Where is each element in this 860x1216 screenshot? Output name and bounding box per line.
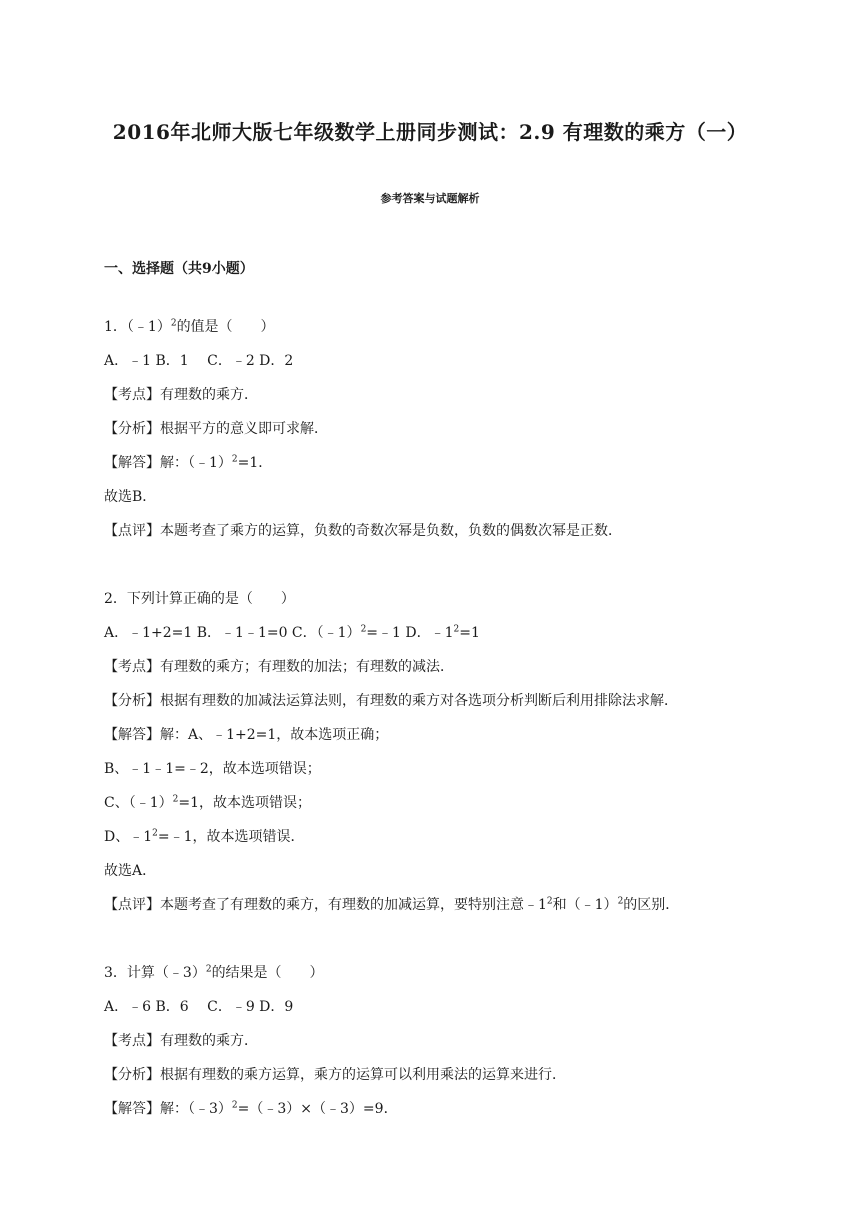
q3-jieda: 【解答】解：（﹣3）$^2$=（﹣3）×（﹣3）=9． xyxy=(104,1100,398,1117)
section-heading: 一、选择题（共9小题） xyxy=(104,261,254,277)
q1-kaodian: 【考点】有理数的乘方． xyxy=(104,387,258,403)
q2-kaodian: 【考点】有理数的乘方；有理数的加法；有理数的减法． xyxy=(104,659,454,675)
q2-dianping: 【点评】本题考查了有理数的乘方，有理数的加减运算，要特别注意$﹣1^2$和（﹣1）$^2$的区别． xyxy=(104,896,680,913)
q1-fenxi: 【分析】根据平方的意义即可求解． xyxy=(104,421,328,437)
q2-answer: 故选A． xyxy=(104,863,157,879)
q3-stem: 3．计算（﹣3）$^2$的结果是（ ） xyxy=(104,964,324,981)
q2-stem: 2．下列计算正确的是（ ） xyxy=(104,591,295,607)
q2-jieda-d: D、$﹣1^2=﹣1$，故本选项错误． xyxy=(104,828,305,845)
q1-answer: 故选B． xyxy=(104,489,157,505)
page-title: 2016年北师大版七年级数学上册同步测试：2.9 有理数的乘方（一） xyxy=(112,120,748,144)
q2-fenxi: 【分析】根据有理数的加减法运算法则，有理数的乘方对各选项分析判断后利用排除法求解． xyxy=(104,693,678,709)
q1-dianping: 【点评】本题考查了乘方的运算，负数的奇数次幂是负数，负数的偶数次幂是正数． xyxy=(104,523,622,539)
q3-fenxi: 【分析】根据有理数的乘方运算，乘方的运算可以利用乘法的运算来进行． xyxy=(104,1067,566,1083)
q2-jieda-b: B、﹣1﹣1=﹣2，故本选项错误； xyxy=(104,761,321,777)
q2-jieda-c: C、（﹣1）$^2$=1，故本选项错误； xyxy=(104,794,311,811)
q2-jieda: 【解答】解：A、﹣1+2=1，故本选项正确； xyxy=(104,727,389,743)
q1-options: A．﹣1 B．1 C．﹣2 D．2 xyxy=(104,353,294,369)
q3-kaodian: 【考点】有理数的乘方． xyxy=(104,1033,258,1049)
page-subtitle: 参考答案与试题解析 xyxy=(380,192,480,205)
q3-options: A．﹣6 B．6 C．﹣9 D．9 xyxy=(104,999,294,1015)
q1-stem: 1．（﹣1）$^2$的值是（ ） xyxy=(104,318,275,335)
q1-jieda: 【解答】解：（﹣1）$^2$=1． xyxy=(104,454,273,471)
q2-options: A．﹣1+2=1 B．﹣1﹣1=0 C．（﹣1）$^2$=﹣1 D．$﹣1^2=1$ xyxy=(104,624,480,641)
